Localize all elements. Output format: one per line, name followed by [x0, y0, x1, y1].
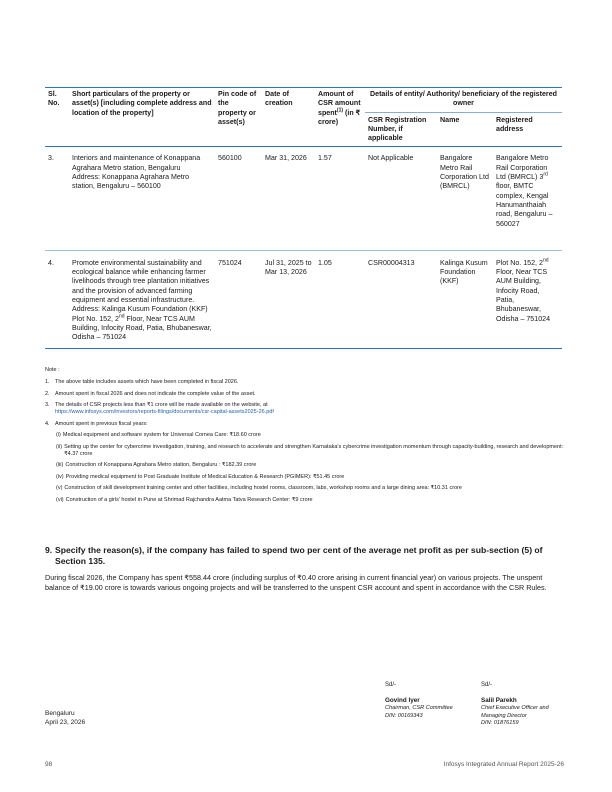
row-amount: 1.57 [315, 147, 365, 250]
row-date: Jul 31, 2025 to Mar 13, 2026 [262, 250, 315, 348]
header-sl-no: Sl. No. [45, 88, 69, 147]
header-particulars: Short particulars of the property or asset(s) [including complete address and location of the property] [69, 88, 215, 147]
section-9-heading: 9. Specify the reason(s), if the company has failed to spend two per cent of the average net profit as per sub-section (5) of Section 135. [45, 545, 543, 566]
header-registered-address: Registered address [496, 115, 533, 133]
csr-assets-table [45, 87, 562, 349]
row-date: Mar 31, 2026 [262, 147, 315, 250]
signature-block: Sd/- Govind Iyer Chairman, CSR Committee DIN: 00169343 [385, 682, 453, 719]
list-item: (iv) Providing medical equipment to Post Graduate Institute of Medical Education & Research (PGIMER): ₹51.45 crore [56, 473, 345, 480]
header-pin-code: Pin code of the property or asset(s) [215, 88, 262, 147]
note-item: 2. Amount spent in fiscal 2026 and does not indicate the complete value of the asset. [45, 390, 256, 397]
row-sl: 3. [45, 147, 69, 250]
row-name: Bangalore Metro Rail Corporation Ltd (BMRCL) [437, 147, 493, 250]
header-name: Name [440, 115, 460, 124]
row-amount: 1.05 [315, 250, 365, 348]
list-item: (i) Medical equipment and software system for Universal Cornea Care: ₹18.60 crore [56, 432, 261, 438]
place-date: Bengaluru April 23, 2026 [45, 710, 86, 726]
header-date: Date of creation [262, 88, 315, 147]
row-registered-address: Bangalore Metro Rail Corporation Ltd (BMRCL) 3rd floor, BMTC complex, Kengal Hanumanthaiah road, Bengaluru – 560027 [493, 147, 562, 250]
list-item: (iii) Construction of Konappana Agrahara Metro station, Bengaluru : ₹182.39 crore [56, 462, 257, 469]
signatory-name: Salil Parekh [481, 697, 517, 704]
table-row [45, 147, 562, 250]
signatory-din: DIN: 01876159 [481, 720, 519, 726]
header-entity-group: Details of entity/ Authority/ beneficiary of the registered owner [365, 88, 562, 113]
note-item: 3. The details of CSR projects less than ₹1 crore will be made available on the website, at https://www.infosys.com/investors/reports-filings/documents/csr-capital-assets2025-26.pdf [45, 402, 274, 415]
prior-spend-list [56, 432, 565, 504]
list-item: (vi) Construction of a girls' hostel in Pune at Shrimad Rajchandra Aatma Tatva Research Center: ₹9 crore [56, 496, 313, 503]
list-item: (ii) Setting up the center for cybercrime investigation, training, and research to accelerate and strengthen Karnataka's cybercrime investigation momentum through capacity-building, research and development: ₹4.37 crore [56, 443, 564, 457]
row-csr-registration: Not Applicable [365, 147, 437, 250]
list-item: (v) Construction of skill development training center and other facilities, including hostel rooms, classroom, labs, workshop rooms and a large dining area: ₹10.31 crore [56, 485, 462, 492]
notes-title: Note : [45, 367, 60, 373]
table-row [45, 250, 562, 348]
csr-assets-link[interactable]: https://www.infosys.com/investors/reports-filings/documents/csr-capital-assets2025-26.pdf [55, 409, 274, 415]
row-particulars: Promote environmental sustainability and ecological balance while enhancing farmer livelihoods through tree plantation initiatives and the provision of advanced farming equipment and essential infrastructure. Address: Kalinga Kusum Foundation (KKF) Plot No. 152, 2nd Floor, Near TCS AUM Building, Infocity Road, Patia, Bhubaneswar, Odisha – 751024 [69, 250, 215, 348]
row-pin: 751024 [215, 250, 262, 348]
row-sl: 4. [45, 250, 69, 348]
signatory-designation: Chairman, CSR Committee [385, 705, 453, 711]
header-amount: Amount of CSR amount spent$^{(1)}$ (in ₹ crore) [315, 88, 365, 147]
note-item: 4. Amount spent in previous fiscal years: [45, 420, 148, 427]
report-title: Infosys Integrated Annual Report 2025-26 [443, 761, 564, 768]
section-9 [45, 545, 565, 593]
row-name: Kalinga Kusum Foundation (KKF) [437, 250, 493, 348]
header-csr-registration: CSR Registration Number, if applicable [368, 115, 427, 143]
signature-block: Sd/- Salil Parekh Chief Executive Officer and Managing Director DIN: 01876159 [481, 681, 561, 728]
row-particulars: Interiors and maintenance of Konappana Agrahara Metro station, Bengaluru Address: Konappana Agrahara Metro station, Bengaluru – 560100 [69, 147, 215, 250]
row-csr-registration: CSR00004313 [365, 250, 437, 348]
signatory-name: Govind Iyer [385, 697, 420, 704]
row-pin: 560100 [215, 147, 262, 250]
signatory-designation: Chief Executive Officer and Managing Director [481, 705, 549, 719]
notes-section [45, 367, 565, 509]
section-9-body: During fiscal 2026, the Company has spent ₹558.44 crore (including surplus of ₹0.40 crore arising in current financial year) on various projects. The unspent balance of ₹19.00 crore is towards various ongoing projects and will be transferred to the unspent CSR account and spent in accordance with the CSR Rules. [45, 573, 547, 592]
row-registered-address: Plot No. 152, 2nd Floor, Near TCS AUM Building, Infocity Road, Patia, Bhubaneswar, Odisha – 751024 [493, 250, 562, 348]
signatory-din: DIN: 00169343 [385, 712, 423, 719]
page-number: 98 [45, 761, 53, 768]
note-item: 1. The above table includes assets which have been completed in fiscal 2026. [45, 379, 239, 385]
